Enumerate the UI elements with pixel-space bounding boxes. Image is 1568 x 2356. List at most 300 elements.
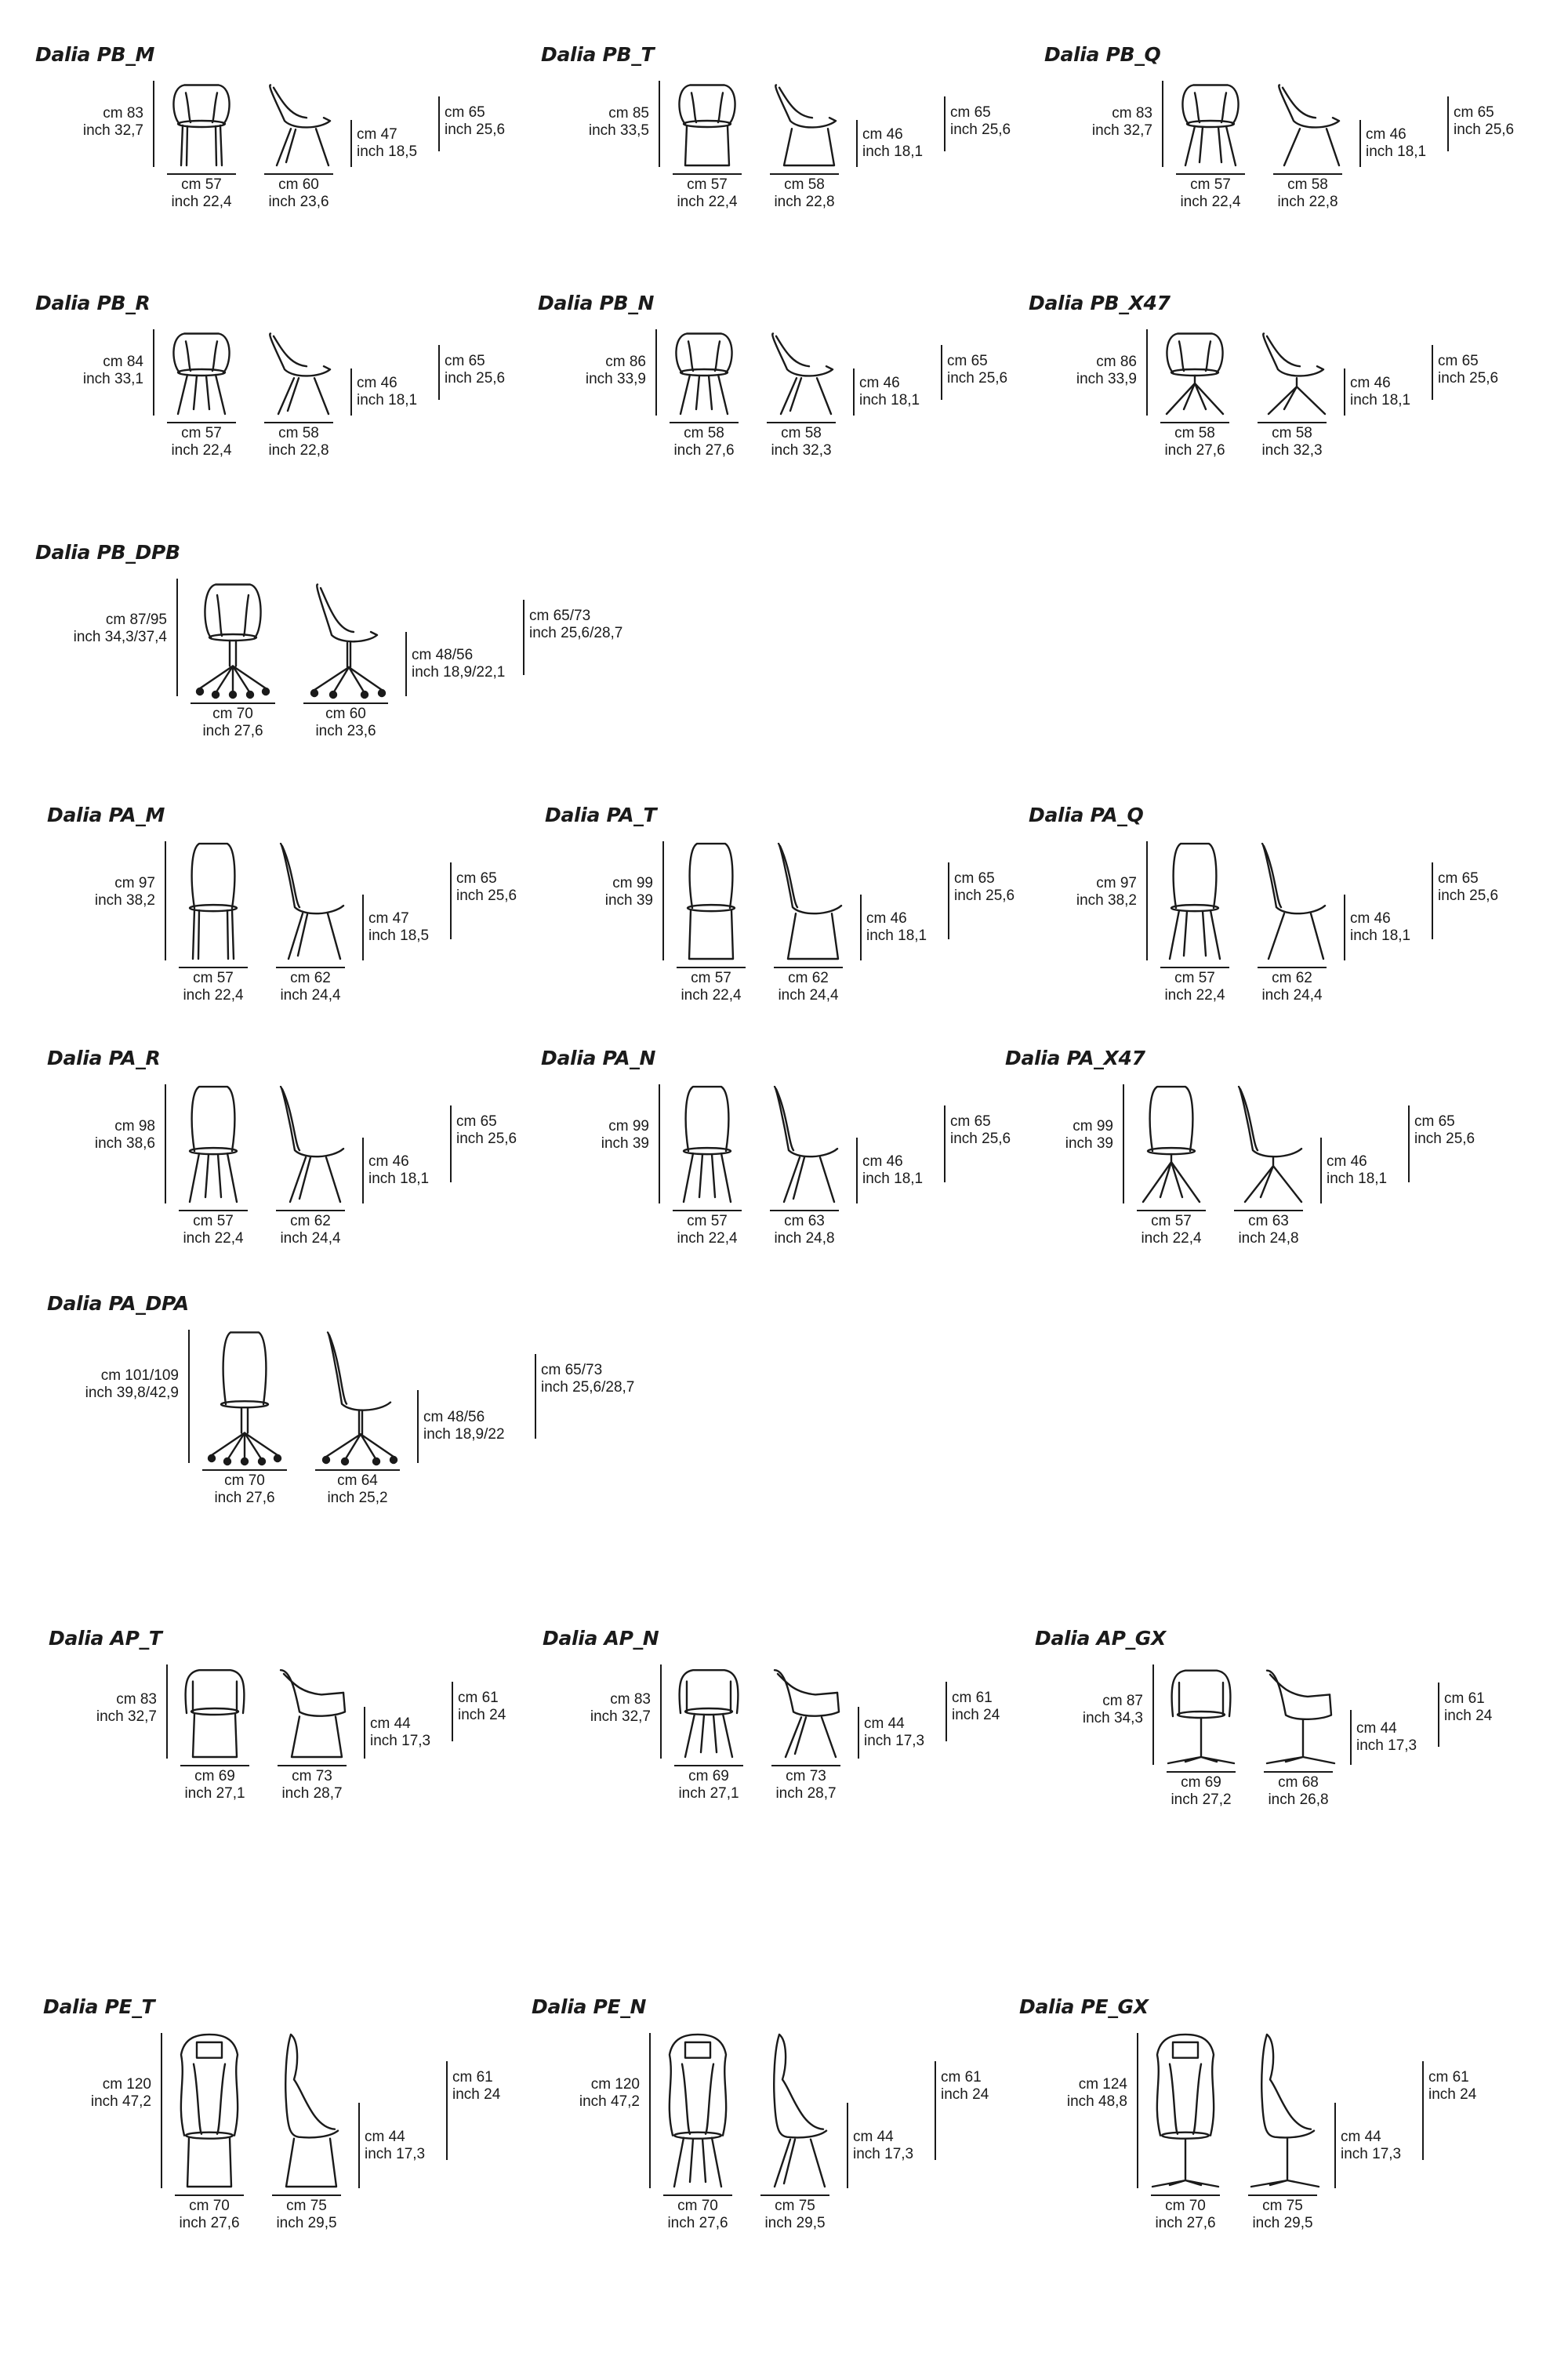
arm-height-label-cm: cm 65	[950, 1113, 991, 1131]
seat-height-label-cm: cm 47	[357, 125, 397, 143]
chair-front-view	[174, 841, 252, 960]
front-width-line	[670, 422, 739, 423]
front-width-label-inch: inch 27,6	[1164, 442, 1225, 459]
side-width-label-cm: cm 63	[784, 1213, 825, 1229]
seat-height-label-inch: inch 18,1	[1350, 391, 1411, 408]
side-width-label	[750, 176, 859, 211]
model-cell	[1019, 1995, 1521, 2231]
side-width-label-cm: cm 63	[1248, 1213, 1289, 1229]
seat-height-line	[860, 895, 862, 960]
seat-height-label-inch: inch 17,3	[365, 2145, 426, 2162]
height-dimension-line	[176, 579, 178, 696]
arm-height-label-cm: cm 61	[458, 1689, 499, 1706]
arm-height-label-cm: cm 65	[1438, 870, 1479, 888]
side-width-line	[770, 1210, 839, 1211]
front-width-label	[656, 970, 766, 1004]
model-title: Dalia PB_DPB	[35, 541, 180, 564]
seat-height-label-cm: cm 44	[370, 1715, 411, 1732]
seat-height-label	[412, 647, 505, 681]
front-width-line	[1137, 1210, 1206, 1211]
front-width-line	[167, 422, 236, 423]
seat-height-line	[856, 1138, 858, 1203]
seat-height-label-cm: cm 46	[357, 374, 397, 391]
height-label-inch: inch 34,3/37,4	[73, 629, 167, 645]
seat-height-line	[358, 2103, 360, 2188]
front-width-label	[158, 970, 268, 1004]
model-title: Dalia PB_R	[35, 292, 151, 314]
height-label	[996, 105, 1152, 140]
arm-height-line	[450, 1105, 452, 1182]
height-dimension-line	[188, 1330, 190, 1463]
arm-height-label	[1438, 353, 1498, 387]
front-width-line	[202, 1469, 287, 1471]
side-width-line	[770, 173, 839, 175]
arm-height-label	[1414, 1113, 1475, 1148]
arm-height-line	[941, 345, 942, 400]
seat-height-label-cm: cm 46	[1350, 910, 1391, 928]
model-title: Dalia AP_T	[49, 1627, 162, 1650]
model-cell	[43, 1995, 545, 2231]
side-width-label-inch: inch 28,7	[775, 1785, 837, 1802]
front-width-label	[182, 1472, 307, 1507]
seat-height-label	[357, 375, 417, 409]
chair-front-view	[198, 1330, 292, 1463]
arm-height-label	[1438, 870, 1498, 905]
height-label	[980, 875, 1137, 909]
height-label-inch: inch 33,5	[588, 122, 649, 139]
side-width-label	[256, 970, 365, 1004]
seat-height-label	[1341, 2129, 1401, 2163]
height-label	[0, 1691, 157, 1726]
arm-height-label-cm: cm 61	[1428, 2068, 1469, 2086]
side-width-label	[1214, 1213, 1323, 1247]
height-label-inch: inch 39	[1065, 1134, 1113, 1152]
height-label-cm: cm 83	[610, 1690, 651, 1708]
model-cell	[49, 1627, 550, 1862]
model-cell	[35, 292, 537, 527]
chair-side-view	[260, 329, 338, 416]
height-dimension-line	[1146, 329, 1148, 416]
seat-height-line	[1320, 1138, 1322, 1203]
front-width-label-cm: cm 69	[688, 1768, 729, 1784]
arm-height-label-inch: inch 25,6/28,7	[529, 625, 623, 641]
height-label-inch: inch 32,7	[82, 122, 143, 139]
side-width-line	[303, 702, 388, 704]
model-cell	[1035, 1627, 1537, 1862]
front-width-label-inch: inch 22,4	[1180, 194, 1241, 210]
arm-height-line	[946, 1682, 947, 1742]
model-cell	[1029, 804, 1530, 1039]
arm-height-label-inch: inch 24	[458, 1706, 506, 1723]
height-label-cm: cm 84	[103, 353, 143, 370]
seat-height-label	[1356, 1720, 1417, 1755]
front-width-label-cm: cm 70	[224, 1472, 265, 1489]
front-width-label-cm: cm 70	[189, 2198, 230, 2214]
model-cell	[543, 1627, 1044, 1862]
side-width-line	[1273, 173, 1342, 175]
front-width-label-inch: inch 22,4	[681, 987, 742, 1004]
height-label-cm: cm 120	[102, 2076, 151, 2093]
side-width-label-cm: cm 75	[1262, 2198, 1303, 2214]
seat-height-label	[357, 126, 417, 161]
front-width-label-cm: cm 70	[677, 2198, 718, 2214]
chair-side-view	[765, 81, 844, 167]
side-width-label	[244, 425, 354, 459]
arm-height-label	[529, 608, 622, 642]
height-label-cm: cm 99	[608, 1117, 649, 1134]
height-label	[0, 105, 143, 140]
front-width-label	[158, 1213, 268, 1247]
model-cell	[35, 43, 537, 278]
front-width-label-cm: cm 57	[181, 425, 222, 441]
chair-front-view	[162, 329, 241, 416]
side-width-line	[264, 422, 333, 423]
front-width-label-cm: cm 57	[1190, 176, 1231, 193]
front-width-label-inch: inch 27,2	[1171, 1792, 1232, 1808]
height-label-inch: inch 33,1	[82, 370, 143, 387]
height-label-cm: cm 99	[1073, 1117, 1113, 1134]
arm-height-label-cm: cm 61	[452, 2068, 493, 2086]
side-width-label-inch: inch 22,8	[268, 442, 329, 459]
arm-height-label-inch: inch 25,6	[1438, 369, 1499, 387]
front-width-label-inch: inch 22,4	[1141, 1230, 1202, 1247]
seat-height-label	[866, 910, 927, 945]
front-width-label-inch: inch 27,1	[678, 1785, 739, 1802]
height-dimension-line	[153, 329, 154, 416]
arm-height-label-cm: cm 65/73	[529, 608, 591, 624]
chair-side-view	[1253, 329, 1331, 416]
height-dimension-line	[1152, 1664, 1154, 1765]
arm-height-line	[1438, 1683, 1439, 1747]
chair-side-view	[1253, 841, 1331, 960]
front-width-label-inch: inch 22,4	[183, 1230, 244, 1247]
side-width-label-cm: cm 58	[1272, 425, 1312, 441]
arm-height-label-inch: inch 24	[952, 1706, 1000, 1723]
model-cell	[47, 804, 549, 1039]
arm-height-line	[1432, 345, 1433, 400]
height-dimension-line	[662, 841, 664, 960]
height-label-inch: inch 38,2	[94, 891, 155, 909]
seat-height-label-cm: cm 44	[864, 1715, 905, 1732]
front-width-label	[160, 1768, 270, 1802]
front-width-line	[1160, 967, 1229, 968]
model-cell	[47, 1047, 549, 1282]
arm-height-label	[1454, 104, 1514, 139]
seat-height-label	[1350, 375, 1410, 409]
height-label-inch: inch 48,8	[1066, 2093, 1127, 2111]
seat-height-label-inch: inch 17,3	[370, 1733, 431, 1749]
arm-height-label-cm: cm 61	[1444, 1690, 1485, 1708]
seat-height-label	[859, 375, 920, 409]
seat-height-label	[423, 1409, 505, 1443]
front-width-line	[1167, 1771, 1236, 1773]
front-width-label-inch: inch 27,6	[214, 1490, 275, 1506]
front-width-label-inch: inch 22,4	[171, 194, 232, 210]
side-width-label-inch: inch 29,5	[1252, 2215, 1313, 2231]
arm-height-label-inch: inch 25,6	[1438, 888, 1499, 905]
front-width-label-inch: inch 22,4	[183, 987, 244, 1004]
front-width-line	[175, 2194, 244, 2196]
height-label	[0, 2076, 151, 2111]
seat-height-label-cm: cm 46	[1350, 374, 1391, 391]
chair-side-view	[1229, 1084, 1308, 1203]
front-width-label-cm: cm 58	[1174, 425, 1215, 441]
seat-height-label-cm: cm 48/56	[412, 646, 474, 663]
chair-front-view	[1156, 841, 1234, 960]
front-width-label-cm: cm 57	[687, 1213, 728, 1229]
height-label-inch: inch 47,2	[90, 2093, 151, 2111]
front-width-label	[1131, 2198, 1240, 2232]
seat-height-line	[350, 120, 352, 168]
front-width-label	[147, 176, 256, 211]
seat-height-label-inch: inch 18,1	[368, 1171, 430, 1188]
front-width-label	[1146, 1774, 1256, 1809]
arm-height-label-cm: cm 65	[947, 352, 988, 369]
seat-height-label-inch: inch 17,3	[1356, 1737, 1417, 1754]
front-width-label-cm: cm 69	[194, 1768, 235, 1784]
front-width-label-inch: inch 27,6	[202, 723, 263, 739]
front-width-label	[1156, 176, 1265, 211]
side-width-label	[252, 2198, 361, 2232]
side-width-label-inch: inch 24,8	[1238, 1230, 1299, 1247]
model-title: Dalia PA_X47	[1005, 1047, 1145, 1069]
seat-height-label	[862, 126, 923, 161]
chair-side-view	[756, 2033, 834, 2188]
height-label	[492, 105, 649, 140]
side-width-label-cm: cm 60	[325, 706, 366, 722]
front-width-label-cm: cm 69	[1181, 1774, 1221, 1791]
height-label-cm: cm 98	[114, 1117, 155, 1134]
arm-height-label	[1428, 2069, 1476, 2104]
side-width-label-inch: inch 32,3	[771, 442, 832, 459]
chair-front-view	[668, 81, 746, 167]
arm-height-label-inch: inch 25,6	[950, 1131, 1011, 1148]
arm-height-label-cm: cm 65	[445, 352, 485, 369]
arm-height-label-inch: inch 25,6	[950, 121, 1011, 138]
front-width-line	[191, 702, 275, 704]
model-title: Dalia PA_Q	[1029, 804, 1144, 826]
seat-height-label-cm: cm 44	[853, 2128, 894, 2145]
arm-height-label-inch: inch 25,6	[456, 1131, 517, 1148]
height-label	[494, 1691, 651, 1726]
model-title: Dalia PA_DPA	[47, 1292, 189, 1315]
height-label-inch: inch 32,7	[96, 1708, 157, 1725]
model-cell	[541, 1047, 1043, 1282]
arm-height-line	[438, 96, 440, 151]
front-width-line	[1160, 422, 1229, 423]
height-dimension-line	[660, 1664, 662, 1759]
side-width-label-inch: inch 23,6	[268, 194, 329, 210]
arm-height-label-inch: inch 24	[1444, 1708, 1493, 1725]
arm-height-label-inch: inch 24	[1428, 2086, 1477, 2103]
seat-height-line	[858, 1707, 859, 1759]
seat-height-line	[362, 895, 364, 960]
arm-height-label-cm: cm 65/73	[541, 1361, 603, 1378]
chair-front-view	[170, 2033, 249, 2188]
chair-side-view	[1259, 1664, 1338, 1765]
seat-height-label	[370, 1715, 430, 1750]
side-width-label-inch: inch 25,2	[327, 1490, 388, 1506]
side-width-label-cm: cm 58	[1287, 176, 1328, 193]
model-title: Dalia PA_R	[47, 1047, 161, 1069]
height-label	[483, 2076, 640, 2111]
height-dimension-line	[659, 1084, 660, 1203]
model-cell	[47, 1292, 635, 1527]
height-label-inch: inch 39,8/42,9	[85, 1384, 179, 1401]
chair-front-view	[1162, 1664, 1240, 1765]
height-label	[0, 1118, 155, 1153]
seat-height-label-inch: inch 17,3	[1341, 2145, 1402, 2162]
height-label-cm: cm 86	[605, 353, 646, 370]
chair-front-view	[1156, 329, 1234, 416]
seat-height-line	[362, 1138, 364, 1203]
model-cell	[35, 541, 623, 776]
seat-height-line	[1344, 368, 1345, 416]
seat-height-label	[864, 1715, 924, 1750]
side-width-label-cm: cm 62	[290, 1213, 331, 1229]
side-width-label-inch: inch 24,4	[778, 987, 839, 1004]
seat-height-label-inch: inch 18,5	[368, 928, 430, 945]
seat-height-label	[1366, 126, 1426, 161]
chair-side-view	[765, 1084, 844, 1203]
side-width-label	[1237, 425, 1347, 459]
chair-front-view	[670, 1664, 748, 1759]
side-width-line	[774, 967, 843, 968]
arm-height-label-cm: cm 65	[954, 870, 995, 888]
seat-height-line	[350, 368, 352, 416]
seat-height-label-cm: cm 44	[1356, 1719, 1397, 1737]
arm-height-label-cm: cm 61	[941, 2068, 982, 2086]
chair-front-view	[1132, 1084, 1210, 1203]
seat-height-label-cm: cm 44	[1341, 2128, 1381, 2145]
side-width-label-cm: cm 73	[786, 1768, 826, 1784]
side-width-label-cm: cm 58	[784, 176, 825, 193]
side-width-label-inch: inch 29,5	[276, 2215, 337, 2231]
front-width-label-inch: inch 22,4	[1164, 987, 1225, 1004]
model-title: Dalia PB_N	[538, 292, 655, 314]
front-width-label-cm: cm 57	[687, 176, 728, 193]
model-title: Dalia AP_GX	[1035, 1627, 1167, 1650]
seat-height-line	[1350, 1710, 1352, 1765]
seat-height-line	[1359, 120, 1361, 168]
front-width-label	[154, 2198, 264, 2232]
height-label-inch: inch 38,2	[1076, 891, 1137, 909]
arm-height-label-inch: inch 25,6	[445, 121, 506, 138]
chair-side-view	[767, 1664, 845, 1759]
arm-height-label-inch: inch 24	[941, 2086, 989, 2103]
side-width-line	[1258, 967, 1327, 968]
seat-height-label-cm: cm 44	[365, 2128, 405, 2145]
side-width-line	[276, 967, 345, 968]
side-width-line	[264, 173, 333, 175]
side-width-label-inch: inch 24,4	[280, 987, 341, 1004]
seat-height-line	[847, 2103, 848, 2188]
front-width-label-cm: cm 57	[181, 176, 222, 193]
chair-front-view	[1146, 2033, 1225, 2188]
chair-side-view	[271, 841, 350, 960]
model-title: Dalia PE_GX	[1019, 1995, 1149, 2018]
height-label-cm: cm 99	[612, 874, 653, 891]
arm-height-label-inch: inch 25,6	[445, 369, 506, 387]
side-width-label-cm: cm 58	[781, 425, 822, 441]
arm-height-label-inch: inch 25,6	[1414, 1131, 1475, 1148]
seat-height-label	[368, 1153, 429, 1188]
front-width-label	[643, 2198, 753, 2232]
side-width-label-cm: cm 64	[337, 1472, 378, 1489]
front-width-label-cm: cm 57	[193, 1213, 234, 1229]
height-label-inch: inch 32,7	[590, 1708, 651, 1725]
model-title: Dalia AP_N	[543, 1627, 659, 1650]
front-width-label-inch: inch 27,6	[179, 2215, 240, 2231]
front-width-line	[674, 1765, 743, 1766]
height-label-inch: inch 33,9	[585, 370, 646, 387]
model-title: Dalia PB_X47	[1029, 292, 1171, 314]
height-dimension-line	[1137, 2033, 1138, 2188]
height-label	[971, 2076, 1127, 2111]
chair-front-view	[659, 2033, 737, 2188]
side-width-label-inch: inch 22,8	[1277, 194, 1338, 210]
side-width-label-inch: inch 24,4	[1261, 987, 1323, 1004]
height-dimension-line	[655, 329, 657, 416]
height-dimension-line	[659, 81, 660, 167]
side-width-label	[283, 706, 408, 740]
model-title: Dalia PE_N	[532, 1995, 647, 2018]
height-label-cm: cm 124	[1078, 2076, 1127, 2093]
seat-height-label-inch: inch 18,1	[866, 928, 927, 945]
arm-height-label-cm: cm 65	[456, 870, 497, 888]
arm-height-label-cm: cm 65	[1438, 352, 1479, 369]
chair-side-view	[267, 2033, 346, 2188]
chair-side-view	[1269, 81, 1347, 167]
front-width-label	[1116, 1213, 1226, 1247]
height-dimension-line	[1146, 841, 1148, 960]
chair-front-view	[668, 1084, 746, 1203]
chair-front-view	[186, 579, 280, 696]
height-label-cm: cm 85	[608, 104, 649, 122]
side-width-label-inch: inch 24,4	[280, 1230, 341, 1247]
height-label	[10, 612, 167, 646]
chair-side-view	[769, 841, 848, 960]
seat-height-line	[364, 1707, 365, 1759]
side-width-label-inch: inch 26,8	[1268, 1792, 1329, 1808]
side-width-line	[1248, 2194, 1317, 2196]
chair-side-view	[310, 1330, 405, 1463]
arm-height-label	[541, 1362, 634, 1396]
front-width-label-inch: inch 22,4	[677, 194, 738, 210]
front-width-label-inch: inch 27,6	[667, 2215, 728, 2231]
chair-front-view	[1171, 81, 1250, 167]
seat-height-label-inch: inch 17,3	[864, 1733, 925, 1749]
arm-height-line	[535, 1354, 536, 1439]
front-width-label	[170, 706, 296, 740]
height-label	[496, 875, 653, 909]
arm-height-line	[944, 96, 946, 151]
front-width-line	[677, 967, 746, 968]
model-title: Dalia PA_N	[541, 1047, 656, 1069]
height-dimension-line	[165, 841, 166, 960]
side-width-label	[257, 1768, 367, 1802]
front-width-label-inch: inch 22,4	[171, 442, 232, 459]
height-label-inch: inch 32,7	[1091, 122, 1152, 139]
chair-side-view	[1243, 2033, 1322, 2188]
seat-height-label-cm: cm 47	[368, 910, 409, 928]
seat-height-line	[1334, 2103, 1336, 2188]
height-label	[0, 875, 155, 909]
model-cell	[541, 43, 1043, 278]
seat-height-label-inch: inch 18,1	[1327, 1171, 1388, 1188]
seat-height-line	[405, 632, 407, 697]
side-width-label-inch: inch 28,7	[281, 1785, 343, 1802]
